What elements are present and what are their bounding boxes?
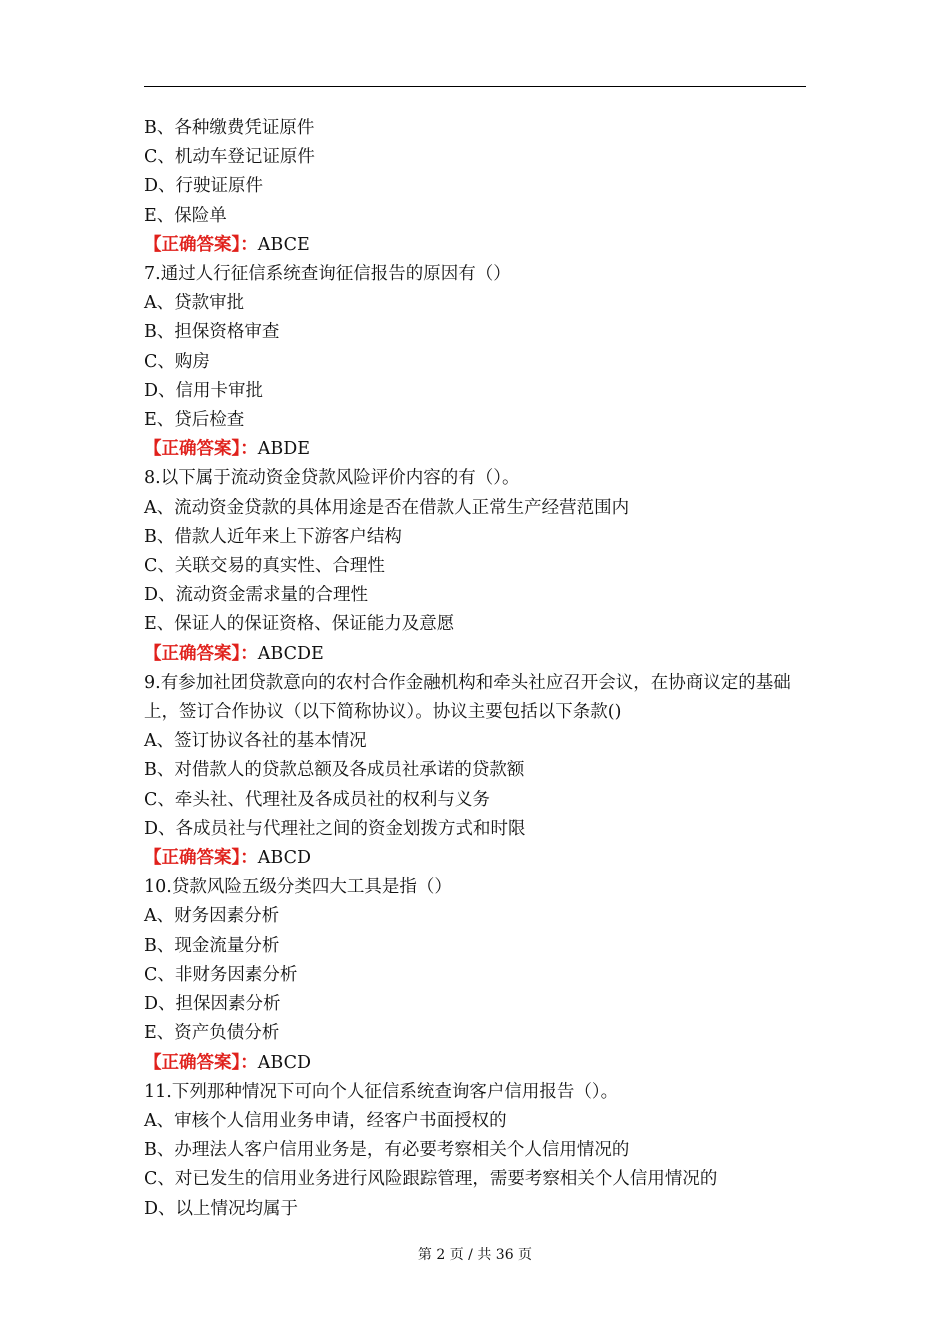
- question-text: 10.贷款风险五级分类四大工具是指（）: [144, 877, 452, 898]
- question-block: [144, 873, 809, 1077]
- question-text: 7.通过人行征信系统查询征信报告的原因有（）: [144, 264, 511, 285]
- answer-label: 【正确答案】：: [144, 848, 258, 869]
- option-text: B、各种缴费凭证原件: [144, 118, 315, 138]
- page-footer: 第 2 页 / 共 36 页: [417, 1247, 533, 1263]
- option-text: C、购房: [144, 351, 210, 372]
- header-rule: [144, 86, 806, 87]
- answer-row: [144, 231, 809, 260]
- question-block: [144, 1078, 809, 1224]
- option-text: C、机动车登记证原件: [144, 147, 315, 168]
- question-block: [144, 464, 809, 668]
- answer-label: 【正确答案】：: [144, 1052, 258, 1073]
- question-text: 8.以下属于流动资金贷款风险评价内容的有（）。: [144, 468, 520, 489]
- option-text: A、签订协议各社的基本情况: [144, 731, 367, 752]
- answer-value: ABCD: [257, 1052, 311, 1073]
- page-content: [144, 114, 809, 1224]
- option-text: B、借款人近年来上下游客户结构: [144, 526, 402, 547]
- answer-value: ABDE: [257, 439, 311, 460]
- option-text: A、审核个人信用业务申请，经客户书面授权的: [144, 1110, 507, 1131]
- option-text: D、担保因素分析: [144, 994, 281, 1015]
- option-text: E、资产负债分析: [144, 1023, 280, 1044]
- option-text: E、保证人的保证资格、保证能力及意愿: [144, 614, 455, 635]
- option-text: D、各成员社与代理社之间的资金划拨方式和时限: [144, 818, 526, 839]
- option-text: C、关联交易的真实性、合理性: [144, 556, 385, 577]
- question-block: [144, 669, 809, 873]
- answer-label: 【正确答案】：: [144, 439, 258, 460]
- question-text: 9.有参加社团贷款意向的农村合作金融机构和牵头社应召开会议，在协商议定的基础上，签订合作协议（以下简称协议）。协议主要包括以下条款(): [144, 672, 791, 723]
- option-text: B、现金流量分析: [144, 935, 280, 956]
- option-text: B、对借款人的贷款总额及各成员社承诺的贷款额: [144, 760, 525, 781]
- question-block: [144, 114, 809, 260]
- answer-value: ABCDE: [257, 643, 324, 664]
- option-text: A、财务因素分析: [144, 906, 280, 927]
- option-text: A、贷款审批: [144, 293, 245, 314]
- option-text: D、行驶证原件: [144, 176, 264, 197]
- answer-row: [144, 1049, 809, 1078]
- question-block: [144, 260, 809, 464]
- answer-row: [144, 640, 809, 669]
- option-text: D、流动资金需求量的合理性: [144, 585, 369, 606]
- answer-value: ABCE: [257, 234, 310, 255]
- answer-label: 【正确答案】：: [144, 643, 258, 664]
- option-text: E、贷后检查: [144, 410, 245, 431]
- option-text: A、流动资金贷款的具体用途是否在借款人正常生产经营范围内: [144, 497, 630, 518]
- option-text: B、担保资格审查: [144, 322, 280, 343]
- option-text: C、牵头社、代理社及各成员社的权利与义务: [144, 789, 490, 810]
- option-text: B、办理法人客户信用业务是，有必要考察相关个人信用情况的: [144, 1140, 630, 1161]
- option-text: D、以上情况均属于: [144, 1198, 299, 1219]
- question-text: 11.下列那种情况下可向个人征信系统查询客户信用报告（）。: [144, 1081, 619, 1102]
- answer-row: [144, 435, 809, 464]
- option-text: E、保险单: [144, 205, 227, 226]
- answer-value: ABCD: [257, 848, 311, 869]
- answer-row: [144, 844, 809, 873]
- option-text: C、对已发生的信用业务进行风险跟踪管理，需要考察相关个人信用情况的: [144, 1169, 718, 1190]
- option-text: D、信用卡审批: [144, 380, 264, 401]
- option-text: C、非财务因素分析: [144, 964, 298, 985]
- answer-label: 【正确答案】：: [144, 234, 258, 255]
